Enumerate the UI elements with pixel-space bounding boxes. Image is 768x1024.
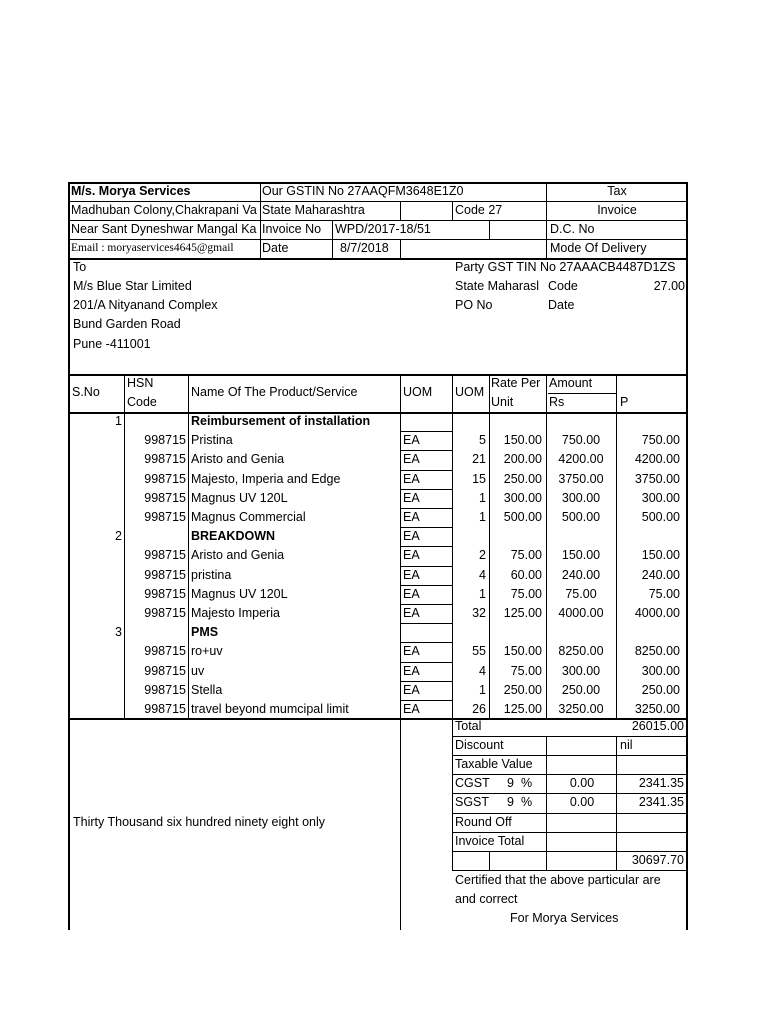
row-amount (548, 527, 614, 546)
cgst-label: CGST (455, 776, 490, 790)
row-name: uv (191, 663, 205, 678)
row-name: Aristo and Genia (191, 548, 285, 563)
certified-line-2: and correct (455, 892, 518, 906)
row-uom: EA (403, 663, 420, 678)
cgst-percent: % (521, 776, 533, 790)
row-p: 3750.00 (634, 471, 680, 486)
party-code-label: Code (548, 279, 578, 293)
row-hsn (126, 527, 186, 546)
row-name: Pristina (191, 433, 233, 448)
row-qty: 2 (479, 548, 486, 563)
row-name: PMS (191, 625, 219, 640)
row-p: 500.00 (641, 510, 680, 524)
date-label: Date (262, 241, 289, 255)
row-p: 75.00 (648, 586, 680, 601)
row-uom: EA (403, 548, 420, 563)
row-p: 4000.00 (634, 606, 680, 620)
client-address-2: Bund Garden Road (73, 317, 181, 331)
row-hsn: 998715 (144, 606, 186, 620)
row-amount: 4200.00 (558, 452, 604, 467)
row-uom (403, 412, 449, 431)
row-sno: 3 (115, 625, 122, 640)
row-hsn: 998715 (144, 548, 186, 563)
row-sno (72, 662, 122, 681)
invoice-no-label: Invoice No (262, 222, 322, 236)
row-sno (72, 604, 122, 623)
row-sno (72, 450, 122, 469)
company-state-code: Code 27 (455, 203, 503, 217)
company-address-2: Near Sant Dyneshwar Mangal Ka (71, 222, 257, 236)
row-amount: 300.00 (561, 663, 601, 678)
row-p: 4200.00 (634, 452, 680, 467)
col-qty: UOM (455, 385, 485, 399)
row-qty: 55 (472, 644, 486, 659)
row-sno (72, 431, 122, 450)
row-uom: EA (403, 433, 420, 448)
row-hsn: 998715 (144, 682, 186, 697)
row-amount: 8250.00 (558, 644, 604, 659)
client-name: M/s Blue Star Limited (73, 279, 192, 293)
row-rate: 250.00 (503, 682, 542, 697)
row-name: Majesto, Imperia and Edge (191, 471, 341, 486)
row-uom: EA (403, 682, 420, 697)
row-rate: 250.00 (503, 471, 542, 486)
signatory: For Morya Services (510, 911, 619, 925)
total-label: Total (455, 719, 482, 733)
row-uom: EA (403, 702, 420, 716)
row-p: 300.00 (641, 663, 680, 678)
row-qty: 5 (479, 433, 486, 448)
row-hsn: 998715 (144, 702, 186, 716)
sgst-amount: 0.00 (569, 795, 595, 809)
row-hsn: 998715 (144, 452, 186, 467)
row-qty: 26 (472, 702, 486, 716)
row-name: Magnus Commercial (191, 510, 306, 524)
row-hsn: 998715 (144, 433, 186, 448)
row-hsn: 998715 (144, 644, 186, 659)
col-sno: S.No (72, 385, 100, 399)
row-p: 240.00 (641, 567, 680, 582)
total-value: 26015.00 (631, 719, 684, 733)
row-p: 3250.00 (634, 702, 680, 716)
invoice-date: 8/7/2018 (340, 241, 389, 255)
row-hsn: 998715 (144, 510, 186, 524)
col-rate-1: Rate Per (491, 376, 541, 390)
row-p (618, 623, 680, 642)
row-qty: 1 (479, 490, 486, 505)
row-hsn (126, 623, 186, 642)
row-sno (72, 585, 122, 604)
col-amount: Amount (549, 376, 593, 390)
row-amount: 3750.00 (558, 471, 604, 486)
row-p: 250.00 (641, 682, 680, 697)
grand-total: 30697.70 (631, 853, 684, 867)
row-uom (403, 623, 449, 642)
row-rate: 75.00 (510, 663, 542, 678)
row-amount: 750.00 (561, 433, 601, 448)
row-qty (454, 623, 486, 642)
row-qty: 15 (472, 471, 486, 486)
row-uom: EA (403, 586, 420, 601)
row-amount: 150.00 (561, 548, 601, 563)
party-state: State Maharasl (455, 279, 540, 293)
discount-label: Discount (455, 738, 504, 752)
row-name: Magnus UV 120L (191, 490, 288, 505)
row-name: Reimbursement of installation (191, 414, 371, 428)
col-p: P (620, 395, 629, 409)
row-rate: 200.00 (503, 452, 542, 467)
invoice-total-label: Invoice Total (455, 834, 525, 848)
row-rate (490, 623, 542, 642)
our-gstin: Our GSTIN No 27AAQFM3648E1Z0 (262, 184, 464, 198)
row-amount (548, 623, 614, 642)
sgst-rate: 9 (507, 795, 514, 809)
row-rate: 125.00 (503, 702, 542, 716)
po-no-label: PO No (455, 298, 493, 312)
tax-label: Tax (607, 184, 627, 198)
dc-no-label: D.C. No (550, 222, 595, 236)
row-p (618, 527, 680, 546)
col-hsn-2: Code (127, 395, 157, 409)
row-sno: 1 (115, 414, 122, 428)
client-address-3: Pune -411001 (73, 337, 151, 351)
round-off-label: Round Off (455, 815, 512, 829)
row-sno (72, 489, 122, 508)
row-rate (490, 527, 542, 546)
row-amount (548, 412, 614, 431)
row-amount: 300.00 (561, 490, 601, 505)
row-sno (72, 642, 122, 661)
sgst-percent: % (521, 795, 533, 809)
row-uom: EA (403, 567, 420, 582)
row-amount: 250.00 (561, 682, 601, 697)
row-qty: 4 (479, 567, 486, 582)
taxable-label: Taxable Value (455, 757, 533, 771)
col-uom: UOM (403, 385, 433, 399)
row-qty (454, 527, 486, 546)
row-p (618, 412, 680, 431)
row-qty: 21 (472, 452, 486, 467)
row-name: Magnus UV 120L (191, 586, 288, 601)
cgst-value: 2341.35 (638, 776, 684, 790)
row-name: travel beyond mumcipal limit (191, 702, 349, 716)
row-amount: 4000.00 (558, 606, 604, 620)
row-p: 300.00 (641, 490, 680, 505)
row-rate: 75.00 (510, 548, 542, 563)
row-hsn (126, 412, 186, 431)
company-name: M/s. Morya Services (71, 184, 191, 198)
to-label: To (73, 260, 87, 274)
row-hsn: 998715 (144, 471, 186, 486)
row-uom: EA (403, 452, 420, 467)
row-sno: 2 (115, 529, 122, 544)
row-name: ro+uv (191, 644, 223, 659)
row-rate: 150.00 (503, 644, 542, 659)
row-rate: 75.00 (510, 586, 542, 601)
certified-line-1: Certified that the above particular are (455, 873, 661, 887)
party-code: 27.00 (653, 279, 685, 293)
row-amount: 500.00 (561, 510, 601, 524)
row-hsn: 998715 (144, 586, 186, 601)
row-hsn: 998715 (144, 567, 186, 582)
row-amount: 75.00 (565, 586, 597, 601)
sgst-value: 2341.35 (638, 795, 684, 809)
row-qty: 4 (479, 663, 486, 678)
sgst-label: SGST (455, 795, 490, 809)
row-qty (454, 412, 486, 431)
party-gst: Party GST TIN No 27AAACB4487D1ZS (455, 260, 676, 274)
row-amount: 3250.00 (558, 702, 604, 716)
row-uom: EA (403, 510, 420, 524)
row-qty: 1 (479, 510, 486, 524)
row-p: 8250.00 (634, 644, 680, 659)
row-name: Majesto Imperia (191, 606, 280, 620)
row-sno (72, 700, 122, 719)
row-rate: 150.00 (503, 433, 542, 448)
cgst-rate: 9 (507, 776, 514, 790)
row-p: 150.00 (641, 548, 680, 563)
row-sno (72, 681, 122, 700)
row-amount: 240.00 (561, 567, 601, 582)
row-sno (72, 566, 122, 585)
col-name: Name Of The Product/Service (191, 385, 358, 399)
row-uom: EA (403, 529, 420, 544)
row-uom: EA (403, 606, 420, 620)
row-qty: 32 (472, 606, 486, 620)
client-address-1: 201/A Nityanand Complex (73, 298, 218, 312)
row-rate: 60.00 (510, 567, 542, 582)
row-qty: 1 (479, 586, 486, 601)
row-name: pristina (191, 567, 232, 582)
row-sno (72, 470, 122, 489)
row-rate: 300.00 (503, 490, 542, 505)
row-uom: EA (403, 471, 420, 486)
row-rate (490, 412, 542, 431)
company-state: State Maharashtra (262, 203, 365, 217)
invoice-no: WPD/2017-18/51 (335, 222, 431, 236)
row-name: BREAKDOWN (191, 529, 276, 544)
cgst-amount: 0.00 (569, 776, 595, 790)
company-address-1: Madhuban Colony,Chakrapani Va (71, 203, 257, 217)
row-rate: 125.00 (503, 606, 542, 620)
row-sno (72, 508, 122, 527)
amount-in-words: Thirty Thousand six hundred ninety eight only (73, 815, 326, 829)
discount-value: nil (620, 738, 633, 752)
row-p: 750.00 (641, 433, 680, 448)
row-uom: EA (403, 644, 420, 659)
row-hsn: 998715 (144, 663, 186, 678)
invoice-label: Invoice (597, 203, 637, 217)
col-hsn-1: HSN (127, 376, 154, 390)
col-rate-2: Unit (491, 395, 514, 409)
row-rate: 500.00 (503, 510, 542, 524)
po-date-label: Date (548, 298, 575, 312)
row-qty: 1 (479, 682, 486, 697)
row-uom: EA (403, 490, 420, 505)
row-name: Aristo and Genia (191, 452, 285, 467)
row-sno (72, 546, 122, 565)
col-rs: Rs (549, 395, 565, 409)
row-name: Stella (191, 682, 223, 697)
row-hsn: 998715 (144, 490, 186, 505)
company-email: Email : moryaservices4645@gmail (71, 242, 234, 254)
mode-of-delivery: Mode Of Delivery (550, 241, 647, 255)
